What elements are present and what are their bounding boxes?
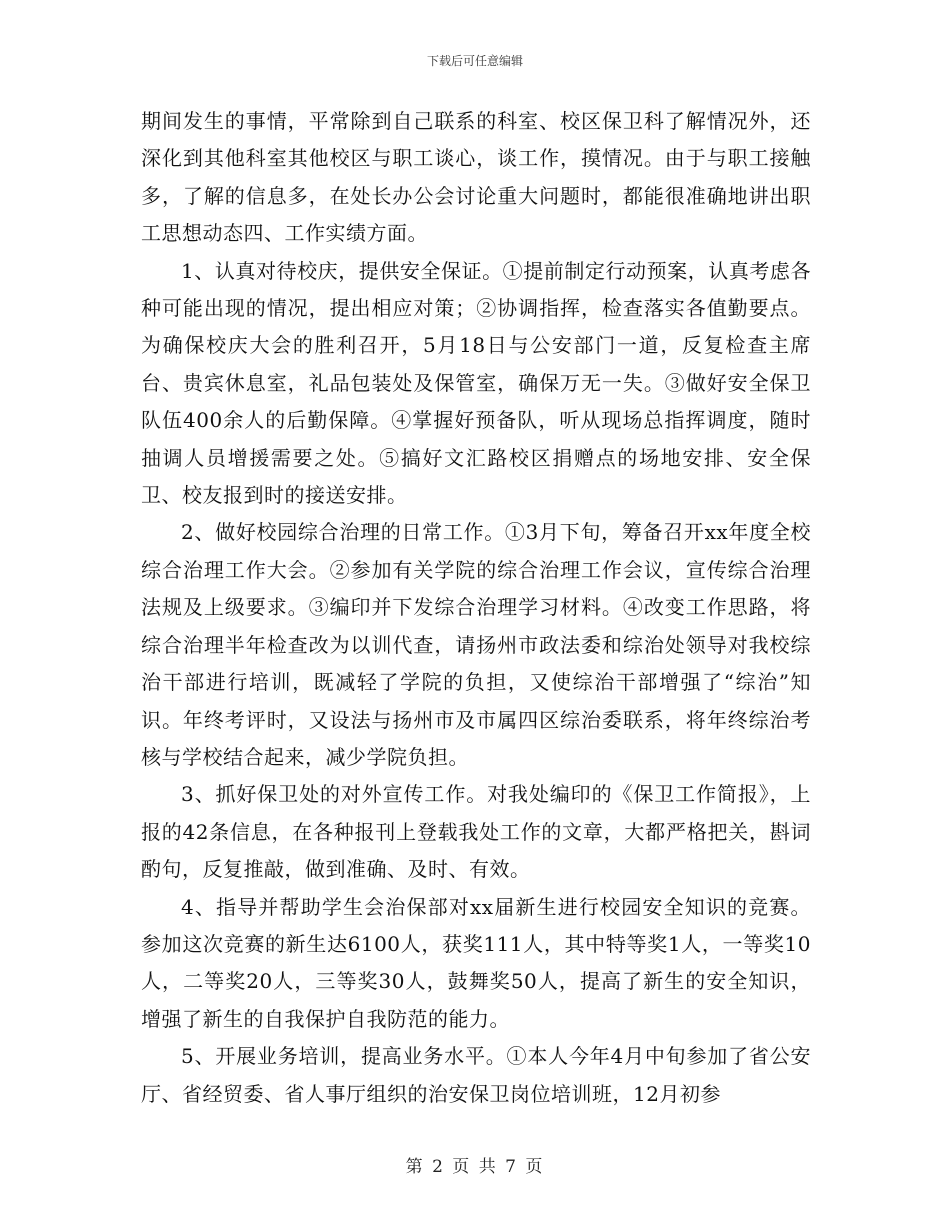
page-number: 第 2 页 共 7 页 (405, 1157, 545, 1177)
paragraph-item-4: 4、指导并帮助学生会治保部对xx届新生进行校园安全知识的竞赛。参加这次竞赛的新生达6100人，获奖111人，其中特等奖1人，一等奖10人，二等奖20人，三等奖30人，鼓舞奖50人，提高了新生的安全知识，增强了新生的自我保护自我防范的能力。 (141, 894, 811, 1031)
document-body (141, 103, 811, 1113)
paragraph-intro: 期间发生的事情，平常除到自己联系的科室、校区保卫科了解情况外，还深化到其他科室其他校区与职工谈心，谈工作，摸情况。由于与职工接触多，了解的信息多，在处长办公会讨论重大问题时，都能很准确地讲出职工思想动态四、工作实绩方面。 (141, 109, 811, 246)
paragraph-item-3: 3、抓好保卫处的对外宣传工作。对我处编印的《保卫工作简报》，上报的42条信息，在各种报刊上登载我处工作的文章，大都严格把关，斟词酌句，反复推敲，做到准确、及时、有效。 (141, 782, 811, 882)
page-header: 下载后可任意编辑 (426, 54, 523, 68)
paragraph-item-2: 2、做好校园综合治理的日常工作。①3月下旬，筹备召开xx年度全校综合治理工作大会。②参加有关学院的综合治理工作会议，宣传综合治理法规及上级要求。③编印并下发综合治理学习材料。④改变工作思路，将综合治理半年检查改为以训代查，请扬州市政法委和综治处领导对我校综治干部进行培训，既减轻了学院的负担，又使综治干部增强了“综治”知识。年终考评时，又设法与扬州市及市属四区综治委联系，将年终综治考核与学校结合起来，减少学院负担。 (141, 520, 811, 769)
paragraph-item-1: 1、认真对待校庆，提供安全保证。①提前制定行动预案，认真考虑各种可能出现的情况，提出相应对策；②协调指挥，检查落实各值勤要点。为确保校庆大会的胜利召开，5月18日与公安部门一道，反复检查主席台、贵宾休息室，礼品包装处及保管室，确保万无一失。③做好安全保卫队伍400余人的后勤保障。④掌握好预备队，听从现场总指挥调度，随时抽调人员增援需要之处。⑤搞好文汇路校区捐赠点的场地安排、安全保卫、校友报到时的接送安排。 (141, 258, 811, 508)
paragraph-item-5: 5、开展业务培训，提高业务水平。①本人今年4月中旬参加了省公安厅、省经贸委、省人事厅组织的治安保卫岗位培训班，12月初参 (141, 1044, 811, 1106)
